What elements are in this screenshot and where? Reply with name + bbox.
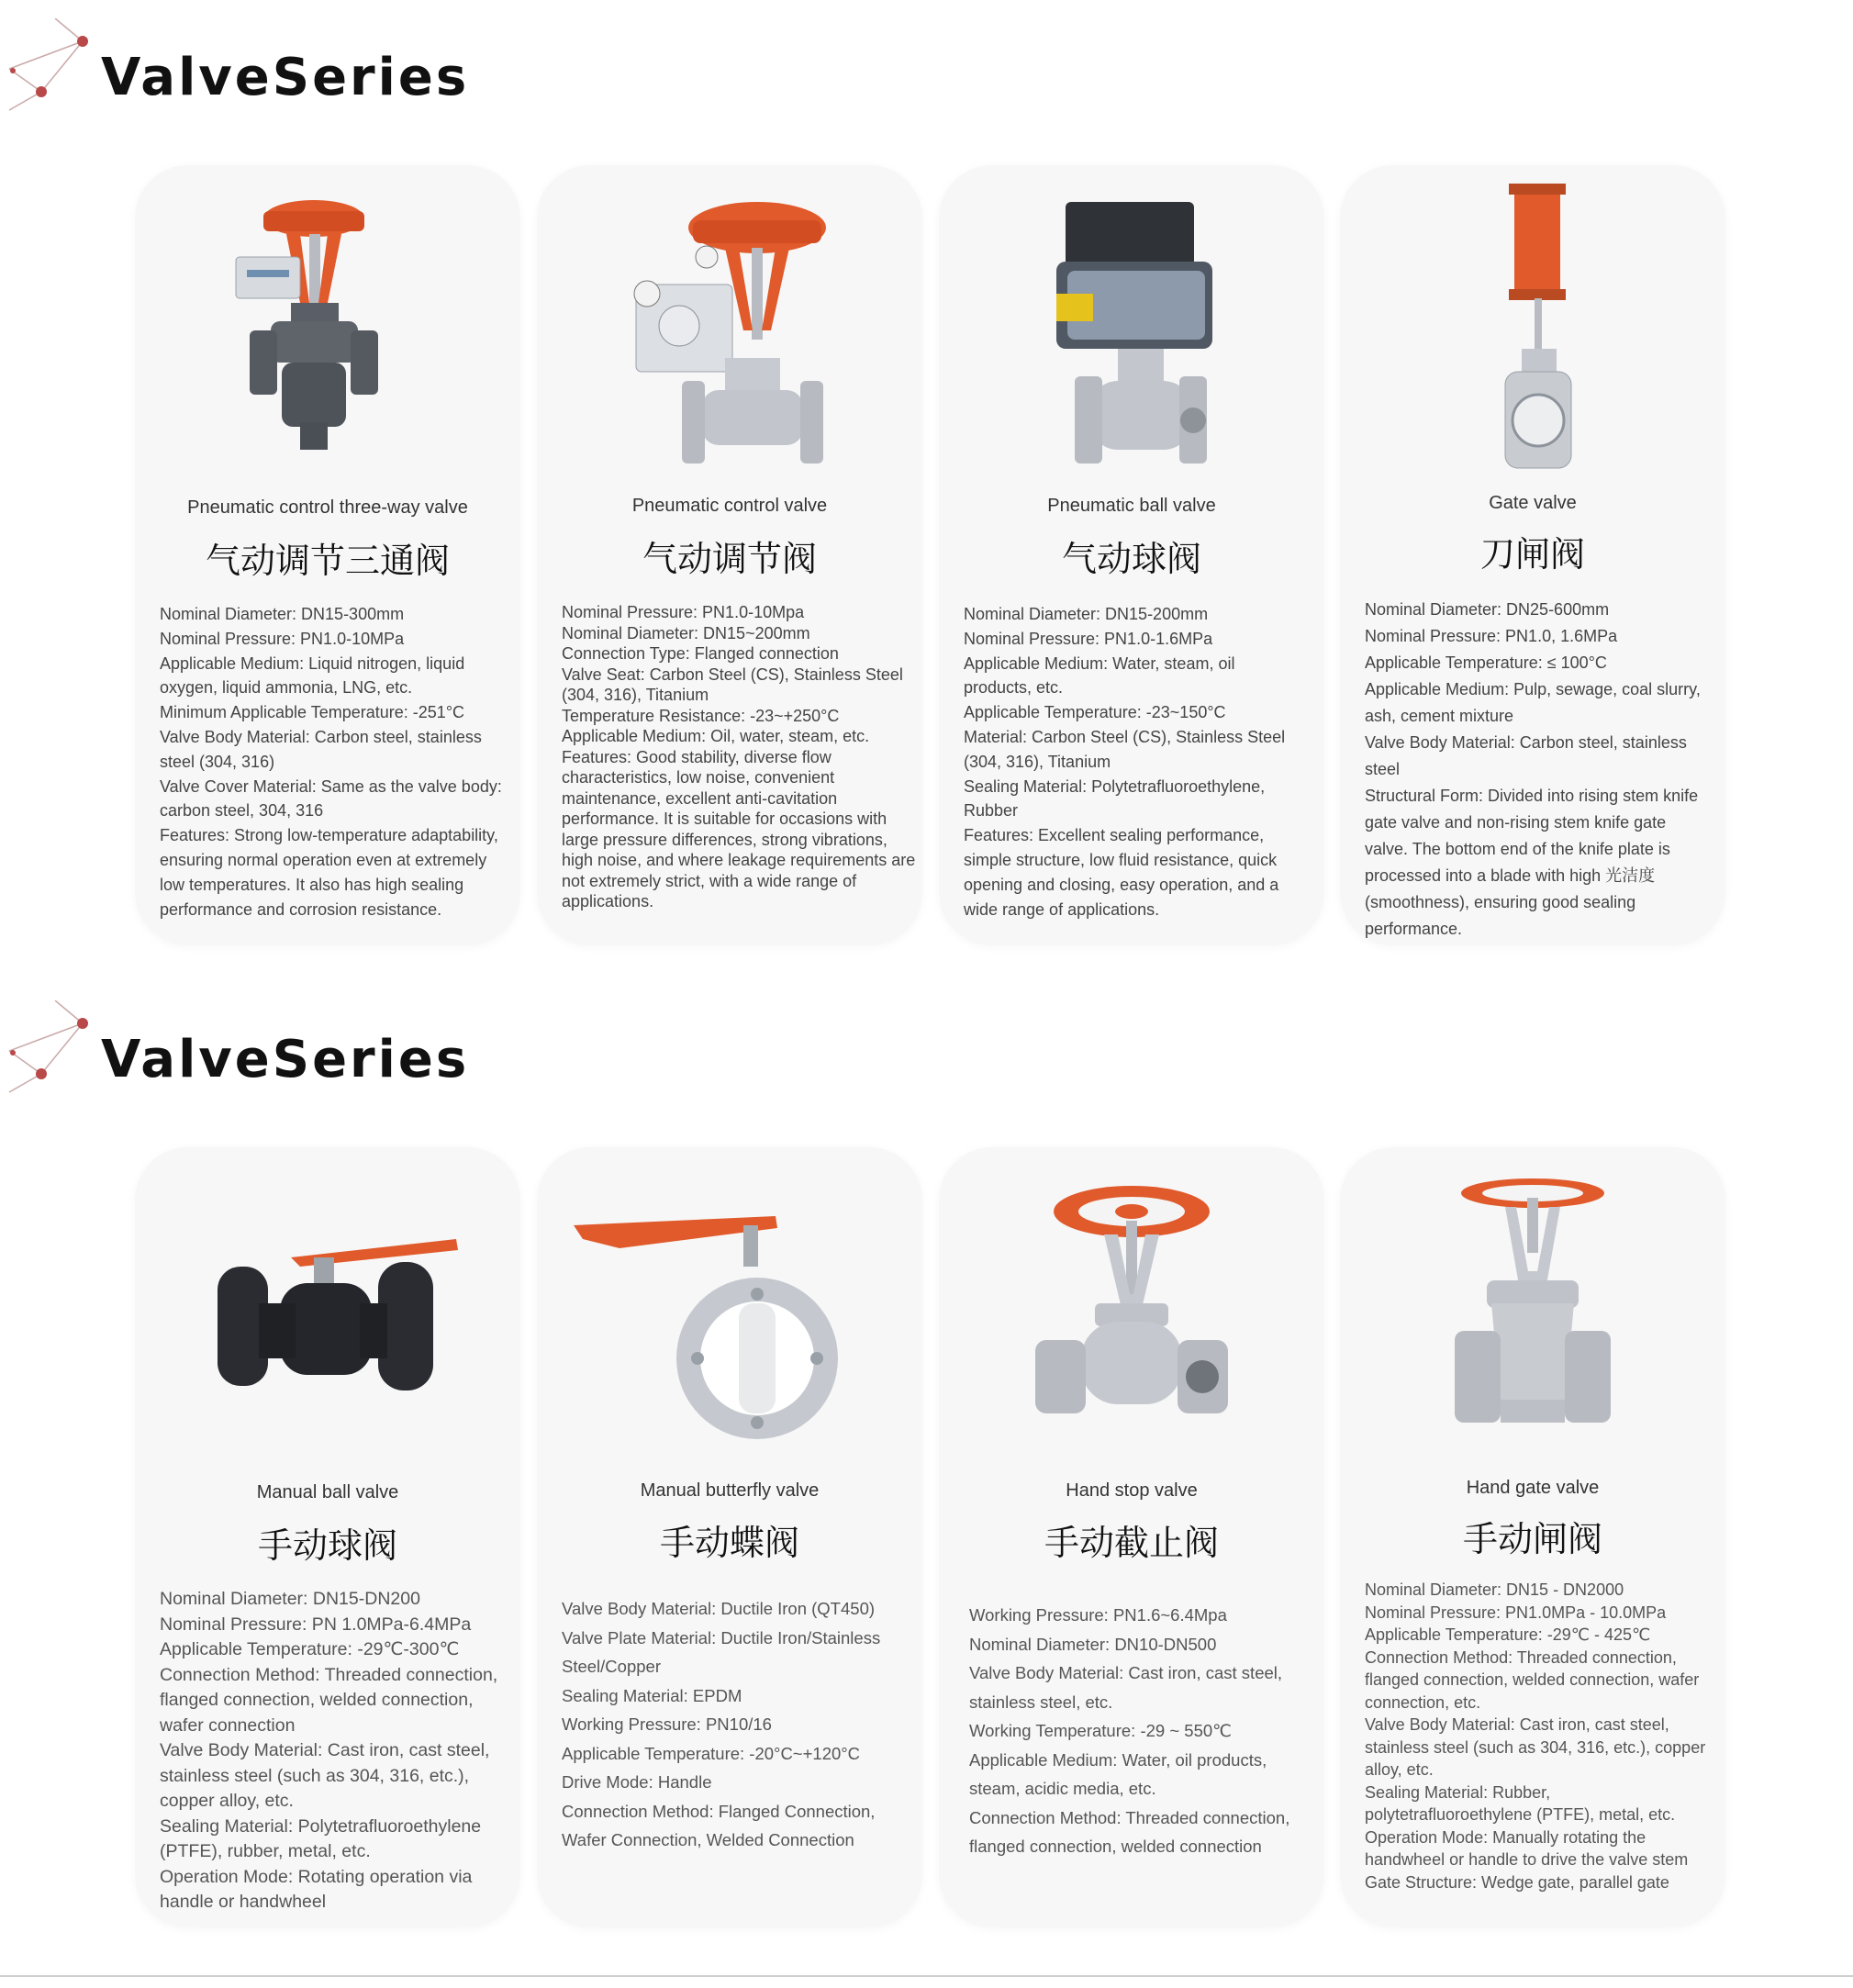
spec-item: Operation Mode: Rotating operation via handle or handwheel [160, 1866, 473, 1912]
spec-item: Features: Good stability, diverse flow characteristics, low noise, convenient maintenance, excellent anti-cavitation performance. It is suitable for occasions with large pressure differences, strong vibrations, high noise, and where leakage requirements are not extremely strict, with a wide range of applications. [562, 747, 916, 910]
product-name-cn: 手动蝶阀 [659, 1523, 799, 1563]
spec-item: Valve Plate Material: Ductile Iron/Stainless Steel/Copper [562, 1627, 881, 1676]
product-name-en: Pneumatic control three-way valve [187, 497, 468, 518]
spec-item: Features: Excellent sealing performance, simple structure, low fluid resistance, quick opening and closing, easy operation, and a wide range of applications. [964, 826, 1279, 919]
spec-item: Sealing Material: Polytetrafluoroethylene (PTFE), rubber, metal, etc. [160, 1815, 482, 1861]
spec-item: Drive Mode: Handle [562, 1772, 712, 1792]
product-name-en: Gate valve [1489, 493, 1577, 513]
spec-list [562, 602, 920, 912]
spec-list [964, 602, 1299, 921]
spec-item: Nominal Diameter: DN15 - DN2000 [1365, 1580, 1624, 1599]
valve-series-section-2 [0, 982, 1853, 1973]
spec-item: Operation Mode: Manually rotating the handwheel or handle to drive the valve stem [1365, 1827, 1689, 1869]
product-card[interactable] [1340, 165, 1725, 945]
product-name-en: Pneumatic control valve [631, 496, 828, 516]
spec-item: Nominal Pressure: PN1.0-1.6MPa [964, 629, 1213, 648]
spec-item: Valve Body Material: Carbon steel, stainless steel [1365, 733, 1687, 778]
hand-gate-valve-image [1367, 1166, 1698, 1459]
manual-butterfly-valve-image [564, 1166, 895, 1459]
spec-item: Sealing Material: Rubber, polytetrafluoroethylene (PTFE), metal, etc. [1365, 1782, 1676, 1824]
spec-item: Working Temperature: -29 ~ 550℃ [969, 1721, 1232, 1740]
spec-item: Sealing Material: EPDM [562, 1685, 742, 1705]
product-card[interactable] [537, 165, 922, 945]
product-card[interactable] [135, 1147, 520, 1927]
spec-item: Nominal Diameter: DN15-DN200 [160, 1589, 420, 1609]
spec-item: Nominal Pressure: PN1.0MPa - 10.0MPa [1365, 1603, 1667, 1622]
product-card[interactable] [939, 165, 1324, 945]
spec-item: Working Pressure: PN1.6~6.4Mpa [969, 1605, 1227, 1625]
spec-item: Connection Method: Threaded connection, flanged connection, welded connection, wafer connection [160, 1664, 498, 1736]
spec-item: Applicable Temperature: -20°C~+120°C [562, 1743, 861, 1763]
section-title: ValveSeries [101, 48, 470, 107]
product-name-en: Hand gate valve [1466, 1478, 1600, 1498]
spec-item: Applicable Temperature: -29℃-300℃ [160, 1639, 460, 1659]
product-name-en: Pneumatic ball valve [1047, 496, 1216, 516]
spec-item: Connection Method: Threaded connection, flanged connection, welded connection [969, 1807, 1290, 1856]
spec-item: Nominal Pressure: PN1.0, 1.6MPa [1365, 627, 1618, 645]
product-name-en: Manual butterfly valve [640, 1480, 820, 1501]
manual-ball-valve-image [162, 1166, 493, 1459]
spec-list [160, 602, 513, 921]
product-name-cn: 手动球阀 [257, 1525, 397, 1566]
spec-item: Valve Body Material: Cast iron, cast steel, stainless steel (such as 304, 316, etc.), copper alloy, etc. [160, 1740, 490, 1811]
spec-item: Connection Method: Threaded connection, flanged connection, welded connection, wafer connection, etc. [1365, 1647, 1700, 1712]
spec-item: Connection Type: Flanged connection [562, 644, 839, 663]
spec-item: Applicable Medium: Liquid nitrogen, liquid oxygen, liquid ammonia, LNG, etc. [160, 653, 465, 698]
product-card[interactable] [1340, 1147, 1725, 1927]
pneumatic-three-way-valve-image [162, 184, 493, 477]
product-name-cn: 气动调节阀 [642, 539, 817, 579]
spec-item: Nominal Pressure: PN1.0-10Mpa [562, 603, 805, 621]
section-title: ValveSeries [101, 1030, 470, 1089]
product-name-cn: 手动截止阀 [1044, 1523, 1219, 1563]
spec-list [1365, 1579, 1713, 1893]
spec-item: Sealing Material: Polytetrafluoroethylene, Rubber [964, 776, 1266, 821]
spec-item: Minimum Applicable Temperature: -251°C [160, 703, 465, 722]
product-name-cn: 气动球阀 [1061, 539, 1201, 579]
spec-item: Applicable Medium: Pulp, sewage, coal slurry, ash, cement mixture [1365, 680, 1701, 725]
spec-item: Valve Body Material: Carbon steel, stainless steel (304, 316) [160, 727, 482, 771]
spec-item: Applicable Medium: Water, steam, oil products, etc. [964, 653, 1235, 698]
product-name-cn: 手动闸阀 [1462, 1519, 1602, 1559]
spec-item: Nominal Diameter: DN15~200mm [562, 623, 810, 642]
spec-item: Temperature Resistance: -23~+250°C [562, 706, 840, 725]
product-card[interactable] [939, 1147, 1324, 1927]
bottom-divider [0, 1975, 1853, 1977]
spec-item: Valve Body Material: Cast iron, cast steel, stainless steel, etc. [969, 1663, 1283, 1712]
spec-list [1365, 597, 1713, 943]
spec-item: Connection Method: Flanged Connection, Wafer Connection, Welded Connection [562, 1801, 876, 1849]
product-card[interactable] [537, 1147, 922, 1927]
spec-list [160, 1587, 513, 1915]
valve-series-section-1 [0, 0, 1853, 973]
spec-item: Nominal Diameter: DN15-300mm [160, 605, 405, 623]
spec-item: Applicable Medium: Water, oil products, steam, acidic media, etc. [969, 1749, 1267, 1798]
spec-item: Gate Structure: Wedge gate, parallel gate [1365, 1872, 1669, 1892]
spec-item: Valve Body Material: Ductile Iron (QT450) [562, 1599, 876, 1618]
spec-item: Valve Seat: Carbon Steel (CS), Stainless Steel (304, 316), Titanium [562, 665, 903, 704]
knife-gate-valve-image [1367, 184, 1698, 477]
spec-item: Nominal Pressure: PN1.0-10MPa [160, 629, 405, 648]
spec-item: Applicable Medium: Oil, water, steam, etc. [562, 727, 870, 745]
spec-item: Valve Cover Material: Same as the valve body: carbon steel, 304, 316 [160, 776, 502, 821]
spec-item: Features: Strong low-temperature adaptability, ensuring normal operation even at extremely low temperatures. It also has high sealing performance and corrosion resistance. [160, 826, 498, 919]
spec-item: Valve Body Material: Cast iron, cast steel, stainless steel (such as 304, 316, etc.), copper alloy, etc. [1365, 1715, 1706, 1779]
pneumatic-control-valve-image [564, 184, 895, 477]
spec-item: Working Pressure: PN10/16 [562, 1714, 772, 1734]
spec-item: Nominal Diameter: DN10-DN500 [969, 1634, 1217, 1654]
spec-item: Nominal Diameter: DN15-200mm [964, 605, 1209, 623]
spec-item: Nominal Pressure: PN 1.0MPa-6.4MPa [160, 1614, 472, 1635]
product-card[interactable] [135, 165, 520, 945]
spec-list [562, 1594, 915, 1855]
product-name-en: Hand stop valve [1066, 1480, 1198, 1501]
product-name-en: Manual ball valve [256, 1482, 399, 1502]
spec-item: Nominal Diameter: DN25-600mm [1365, 600, 1610, 619]
hand-stop-valve-image [966, 1166, 1297, 1459]
pneumatic-ball-valve-image [966, 184, 1297, 477]
product-name-cn: 气动调节三通阀 [205, 541, 450, 581]
spec-item: Structural Form: Divided into rising stem knife gate valve and non-rising stem knife gate valve. The bottom end of the knife plate is processed into a blade with high 光洁度 (smoothness), ensuring good sealing performance. [1365, 787, 1699, 938]
spec-list [969, 1601, 1313, 1861]
spec-item: Applicable Temperature: -23~150°C [964, 703, 1226, 722]
spec-item: Material: Carbon Steel (CS), Stainless Steel (304, 316), Titanium [964, 727, 1286, 771]
spec-item: Applicable Temperature: -29℃ - 425℃ [1365, 1625, 1651, 1644]
product-name-cn: 刀闸阀 [1479, 534, 1585, 575]
spec-item: Applicable Temperature: ≤ 100°C [1365, 653, 1607, 672]
